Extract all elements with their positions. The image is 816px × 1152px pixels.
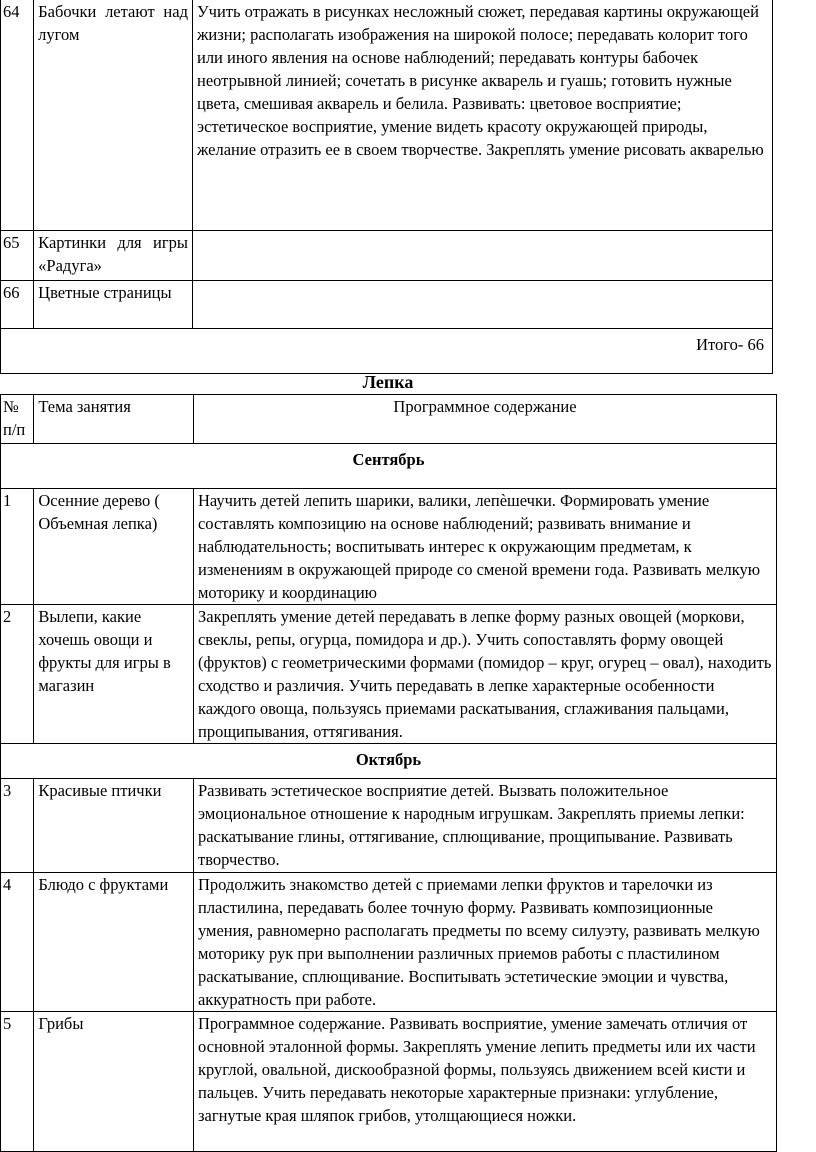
lesson-content: Продолжить знакомство детей с приемами лепки фруктов и тарелочки из пластилина, передавать более точную форму. Развивать композиционные умения, равномерно располагать предметы по всему силуэту, развивать мелкую моторику рук при выполнении различных приемов работы с пластилином раскатывание, сплющивание. Воспитывать эстетические эмоции и чувства, аккуратность при работе. [193, 873, 776, 1012]
table-row [1, 489, 777, 605]
lesson-number: 66 [1, 281, 34, 329]
lesson-number: 1 [1, 489, 34, 605]
total-row [1, 329, 773, 374]
table-row [1, 605, 777, 744]
lesson-content: Закреплять умение детей передавать в лепке форму разных овощей (моркови, свеклы, репы, огурца, помидора и др.). Учить сопоставлять форму овощей (фруктов) с геометрическими формами (помидор – круг, огурец – овал), находить сходство и различия. Учить передавать в лепке характерные особенности каждого овоща, пользуясь приемами раскатывания, сглаживания пальцами, прощипывания, оттягивания. [193, 605, 776, 744]
table-row [1, 281, 773, 329]
lesson-number: 4 [1, 873, 34, 1012]
lesson-number: 65 [1, 231, 34, 281]
lesson-theme: Осенние дерево ( Объемная лепка) [34, 489, 194, 605]
lesson-theme: Бабочки летают над лугом [34, 0, 193, 231]
table-row [1, 231, 773, 281]
lesson-content-line: Учить отражать в рисунках несложный сюжет, передавая картины окружающей жизни; располагать изображения на широкой полосе; передавать колорит того или иного явления на основе наблюдений; передавать контуры бабочек [196, 2, 759, 67]
month-label: Сентябрь [1, 444, 777, 489]
lesson-content: Научить детей лепить шарики, валики, лепѐшечки. Формировать умение составлять композицию на основе наблюдений; развивать внимание и наблюдательность; воспитывать интерес к окружающим предметам, к изменениям в окружающей природе со сменой времени года. Развивать мелкую моторику и координацию [193, 489, 776, 605]
section-title: Лепка [362, 372, 414, 392]
lesson-content [192, 281, 772, 329]
table-row [1, 873, 777, 1012]
lesson-theme: Вылепи, какие хочешь овощи и фрукты для игры в магазин [34, 605, 194, 744]
total-label: Итого- 66 [1, 329, 773, 374]
table-row [1, 0, 773, 231]
table-row [1, 1012, 777, 1152]
lesson-number: 2 [1, 605, 34, 744]
header-content: Программное содержание [193, 395, 776, 444]
lesson-content: Программное содержание. Развивать восприятие, умение замечать отличия от основной эталонной формы. Закреплять умение лепить предметы или их части круглой, овальной, дискообразной формы, пользуясь движением всей кисти и пальцев. Учить передавать некоторые характерные признаки: углубление, загнутые края шляпок грибов, утолщающиеся ножки. [193, 1012, 776, 1152]
lesson-content [192, 0, 772, 231]
month-row [1, 444, 777, 489]
lesson-number: 5 [1, 1012, 34, 1152]
drawing-lessons-table [0, 0, 773, 374]
lesson-content-line: неотрывной линией; сочетать в рисунке акварель и гуашь; готовить нужные цвета, смешивая акварель и белила. Развивать: цветовое восприятие; эстетическое восприятие, умение видеть красоту окружающей природы, желание отразить ее в своем творчестве. Закреплять умение рисовать акварелью [196, 71, 764, 159]
lesson-theme: Грибы [34, 1012, 194, 1152]
modelling-lessons-table [0, 394, 777, 1152]
lesson-theme: Цветные страницы [34, 281, 193, 329]
header-number: № п/п [1, 395, 34, 444]
lesson-number: 3 [1, 779, 34, 873]
lesson-theme: Картинки для игры «Радуга» [34, 231, 193, 281]
table-header [1, 395, 777, 444]
lesson-theme: Красивые птички [34, 779, 194, 873]
month-row [1, 744, 777, 779]
lesson-content [192, 231, 772, 281]
header-theme: Тема занятия [34, 395, 194, 444]
lesson-content: Развивать эстетическое восприятие детей. Вызвать положительное эмоциональное отношение к народным игрушкам. Закреплять приемы лепки: раскатывание глины, оттягивание, сплющивание, прощипывание. Развивать творчество. [193, 779, 776, 873]
lesson-number: 64 [1, 0, 34, 231]
table-row [1, 779, 777, 873]
lesson-theme: Блюдо с фруктами [34, 873, 194, 1012]
month-label: Октябрь [1, 744, 777, 779]
